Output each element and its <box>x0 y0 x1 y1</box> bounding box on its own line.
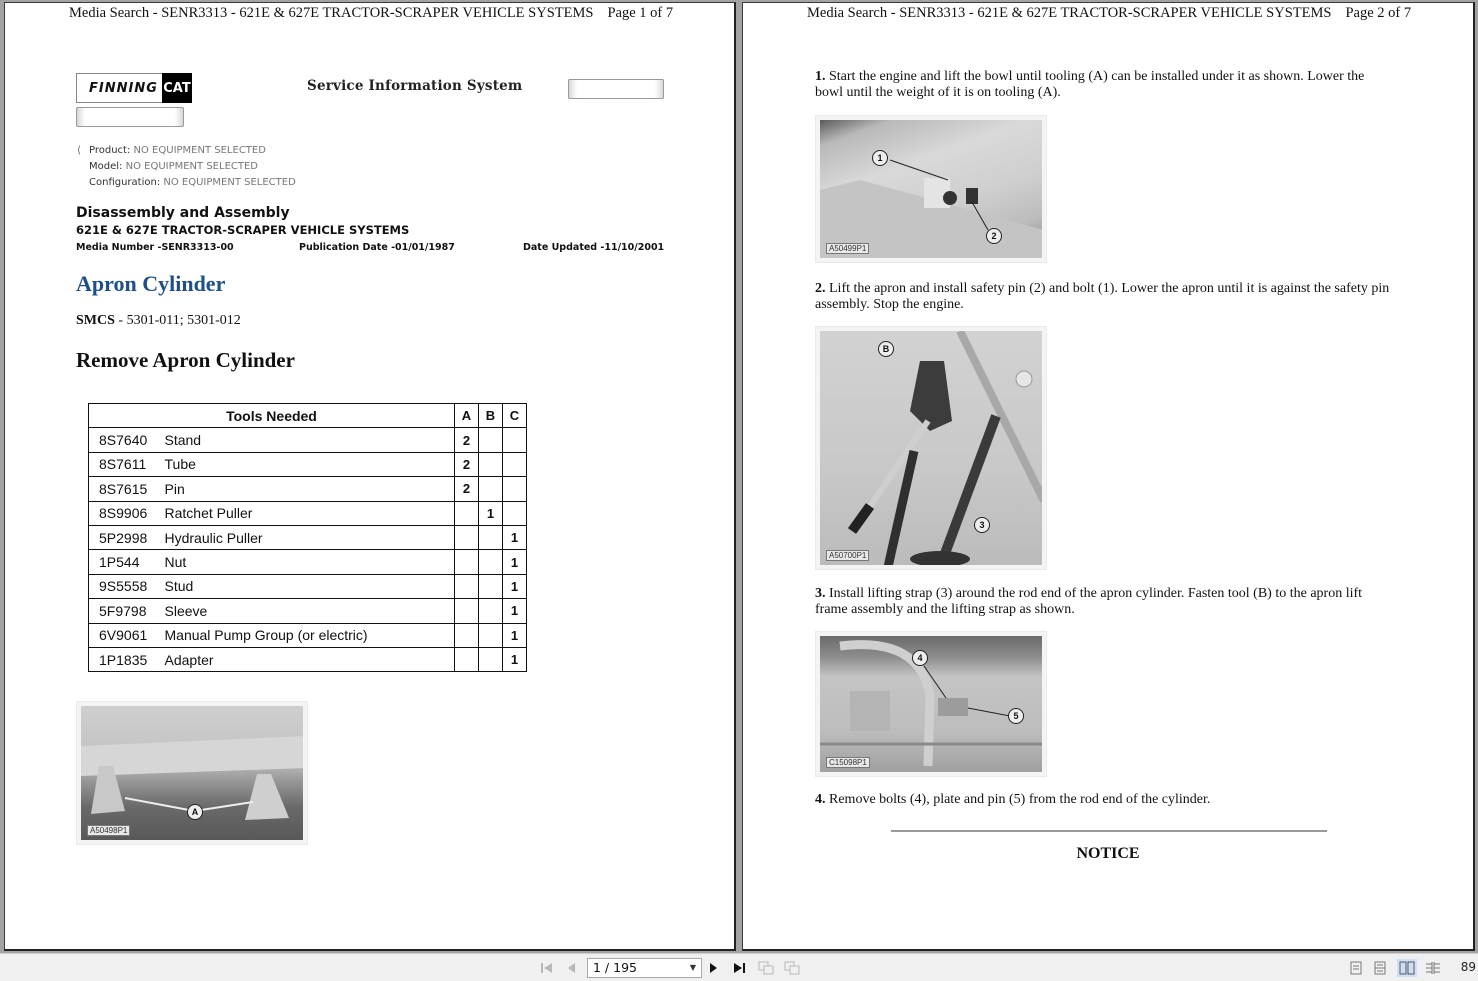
table-row: 1P544 Nut 1 <box>89 550 527 574</box>
dropdown-caret-icon: ▼ <box>689 963 696 972</box>
running-header <box>807 5 1411 22</box>
callout-a: A <box>187 804 203 820</box>
table-row: 8S9906 Ratchet Puller 1 <box>89 501 527 525</box>
configuration-value: NO EQUIPMENT SELECTED <box>163 177 296 188</box>
pdf-page-2 <box>742 2 1475 951</box>
running-header <box>69 5 673 22</box>
continuous-view-button[interactable] <box>1370 959 1390 977</box>
step-3: 3. Install lifting strap (3) around the rod end of the apron cylinder. Fasten tool (B) to the apron lift frame assembly and the lifting strap as shown. <box>815 586 1363 617</box>
product-value: NO EQUIPMENT SELECTED <box>133 145 266 156</box>
next-page-icon <box>709 962 719 974</box>
form-field-placeholder <box>568 79 664 99</box>
logo-mark: CAT <box>162 73 192 103</box>
last-page-button[interactable] <box>731 959 749 977</box>
tools-header: Tools Needed <box>89 404 455 428</box>
viewer-toolbar <box>0 953 1478 981</box>
table-row: 6V9061 Manual Pump Group (or electric) 1 <box>89 623 527 647</box>
column-a: A <box>455 404 479 428</box>
pdf-page-1 <box>4 2 736 951</box>
smcs-codes: SMCS - 5301-011; 5301-012 <box>76 313 241 328</box>
figure-stands-photo <box>76 701 308 845</box>
table-row: 8S7611 Tube 2 <box>89 452 527 476</box>
step-2: 2. Lift the apron and install safety pin (2) and bolt (1). Lower the apron until it is against the safety pin assembly. Stop the engine. <box>815 281 1390 312</box>
doc-subtitle: 621E & 627E TRACTOR-SCRAPER VEHICLE SYSTEMS <box>76 223 410 237</box>
figure-ratchet-puller-photo <box>815 326 1047 570</box>
callout-2: 2 <box>986 228 1002 244</box>
first-page-button[interactable] <box>538 959 556 977</box>
stands-illustration <box>81 706 303 840</box>
two-page-view-button[interactable] <box>1397 959 1417 977</box>
equipment-info: ⟨ Product: NO EQUIPMENT SELECTED Model: NO EQUIPMENT SELECTED Configuration: NO EQUIPMENT SELECTED <box>77 145 296 188</box>
figure-tag: A50498P1 <box>87 825 130 836</box>
figure-tag: A50499P1 <box>826 243 869 254</box>
continuous-page-icon <box>1374 961 1386 975</box>
sis-title: Service Information System <box>307 78 523 94</box>
notice-divider <box>891 830 1327 832</box>
callout-b: B <box>878 341 894 357</box>
previous-view-button[interactable] <box>756 959 776 977</box>
column-c: C <box>503 404 527 428</box>
media-number: Media Number -SENR3313-00 <box>76 242 234 253</box>
page-indicator: 1 / 195 <box>593 960 637 975</box>
previous-view-icon <box>758 961 774 975</box>
single-page-icon <box>1350 961 1362 975</box>
figure-tag: C15098P1 <box>826 757 870 768</box>
two-page-continuous-view-button[interactable] <box>1423 959 1443 977</box>
column-b: B <box>479 404 503 428</box>
zoom-level[interactable]: 89 <box>1460 960 1476 974</box>
notice-heading: NOTICE <box>1076 845 1140 862</box>
page-number: Page 2 of 7 <box>1345 5 1412 21</box>
table-row: 5F9798 Sleeve 1 <box>89 599 527 623</box>
finning-cat-logo <box>76 73 192 103</box>
page-number: Page 1 of 7 <box>607 5 674 21</box>
rod-end-illustration <box>820 636 1042 772</box>
running-header-title: Media Search - SENR3313 - 621E & 627E TRACTOR-SCRAPER VEHICLE SYSTEMS <box>69 5 594 21</box>
collapse-arrow-icon: ⟨ <box>77 145 81 156</box>
model-value: NO EQUIPMENT SELECTED <box>125 161 258 172</box>
previous-page-icon <box>566 962 576 974</box>
previous-page-button[interactable] <box>563 959 579 977</box>
step-4: 4. Remove bolts (4), plate and pin (5) from the rod end of the cylinder. <box>815 792 1211 807</box>
callout-3: 3 <box>974 517 990 533</box>
table-row: 1P1835 Adapter 1 <box>89 647 527 671</box>
last-page-icon <box>733 962 747 974</box>
callout-4: 4 <box>912 650 928 666</box>
callout-1: 1 <box>872 150 888 166</box>
next-view-icon <box>784 961 800 975</box>
figure-tag: A50700P1 <box>826 550 869 561</box>
form-field-placeholder <box>76 107 184 127</box>
next-view-button[interactable] <box>782 959 802 977</box>
doc-title: Disassembly and Assembly <box>76 205 290 221</box>
callout-5: 5 <box>1008 708 1024 724</box>
figure-safety-pin-photo <box>815 115 1047 263</box>
table-row: 8S7615 Pin 2 <box>89 477 527 501</box>
logo-brand: FINNING <box>89 80 158 96</box>
table-row: 9S5558 Stud 1 <box>89 574 527 598</box>
step-1: 1. Start the engine and lift the bowl until tooling (A) can be installed under it as shown. Lower the bowl until the weight of it is on tooling (A). <box>815 69 1365 100</box>
next-page-button[interactable] <box>706 959 722 977</box>
section-title: Apron Cylinder <box>76 271 226 296</box>
figure-rod-end-photo <box>815 631 1047 777</box>
table-row: 8S7640 Stand 2 <box>89 428 527 452</box>
date-updated: Date Updated -11/10/2001 <box>523 242 665 253</box>
page-number-select[interactable] <box>587 958 702 978</box>
procedure-title: Remove Apron Cylinder <box>76 348 295 372</box>
tools-needed-table <box>88 403 527 672</box>
single-page-view-button[interactable] <box>1346 959 1366 977</box>
two-page-continuous-icon <box>1425 961 1441 975</box>
ratchet-puller-illustration <box>820 331 1042 565</box>
running-header-title: Media Search - SENR3313 - 621E & 627E TRACTOR-SCRAPER VEHICLE SYSTEMS <box>807 5 1332 21</box>
first-page-icon <box>540 962 554 974</box>
safety-pin-illustration <box>820 120 1042 258</box>
publication-date: Publication Date -01/01/1987 <box>299 242 455 253</box>
two-page-icon <box>1399 961 1415 975</box>
table-row: 5P2998 Hydraulic Puller 1 <box>89 525 527 549</box>
